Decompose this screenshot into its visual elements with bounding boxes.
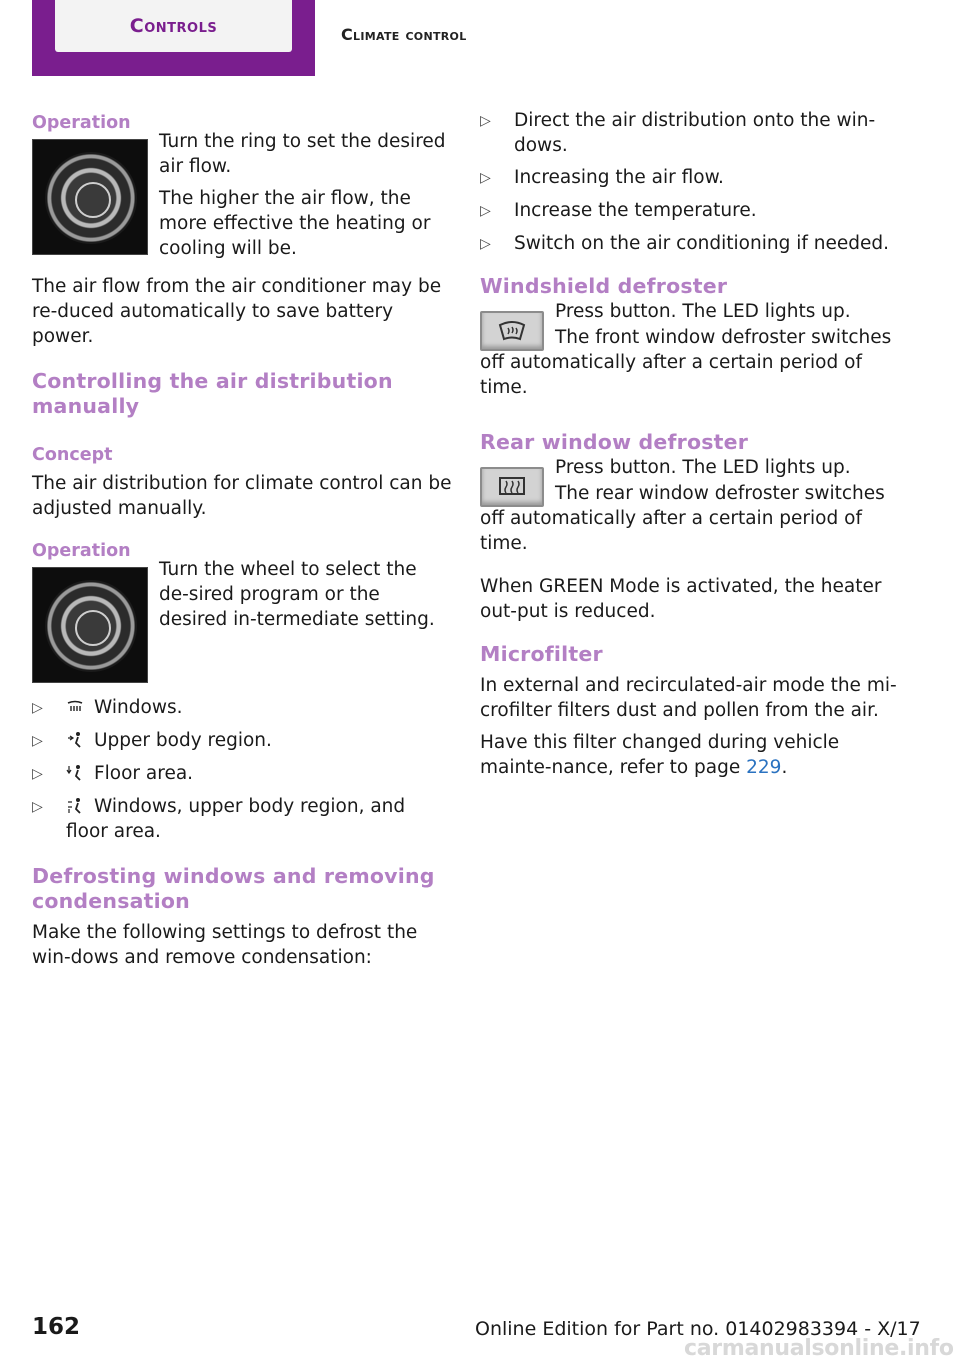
bullet-icon: ▷: [32, 766, 43, 782]
list-item: [480, 108, 900, 158]
concept-text: The air distribution for climate control can be adjusted manually.: [32, 473, 452, 519]
bullet-icon: ▷: [480, 113, 491, 129]
rear-defroster-instruction: Press button. The LED lights up.: [555, 457, 851, 478]
page-reference-link[interactable]: 229: [746, 757, 782, 778]
list-item: [480, 165, 900, 191]
microfilter-service-text: Have this filter changed during vehicle mainte‐nance, refer to page: [480, 732, 840, 778]
airflow-ring-instruction: Turn the ring to set the desired air flow.: [159, 131, 446, 177]
microfilter-period: .: [781, 757, 788, 778]
program-list: [32, 695, 452, 844]
microfilter-heading: Microfilter: [480, 642, 603, 666]
operation-heading-distribution: Operation: [32, 541, 131, 561]
bullet-icon: ▷: [32, 799, 43, 815]
windshield-defroster-note-text: The front window defroster switches off automatically after a certain period of time.: [480, 327, 892, 398]
windshield-airflow-icon: [66, 698, 84, 716]
program-label: Upper body region.: [94, 730, 272, 751]
section-title: Climate control: [341, 25, 467, 44]
microfilter-service-note: [480, 730, 900, 780]
left-column: [32, 108, 452, 977]
windshield-defrost-icon: [482, 313, 542, 349]
tab-controls-inner: [55, 0, 292, 52]
edition-footer: Online Edition for Part no. 01402983394 - X/17: [475, 1318, 921, 1340]
rear-defroster-heading: Rear window defroster: [480, 430, 749, 454]
defrost-steps-list: [480, 108, 900, 257]
distribution-wheel-instruction: Turn the wheel to select the de‐sired program or the desired in‐termediate setting.: [159, 559, 435, 630]
list-item: [32, 695, 452, 721]
bullet-icon: ▷: [480, 170, 491, 186]
bullet-icon: ▷: [480, 236, 491, 252]
airflow-ring-photo: [32, 139, 148, 255]
list-item: [480, 198, 900, 224]
rear-defroster-note-text: The rear window defroster switches off automatically after a certain period of time.: [480, 483, 885, 554]
windshield-defroster-instruction: Press button. The LED lights up.: [555, 301, 851, 322]
airflow-ring-effect: The higher the air flow, the more effective the heating or cooling will be.: [159, 188, 431, 259]
bullet-icon: ▷: [32, 700, 43, 716]
airflow-battery-note: The air flow from the air conditioner may be re‐duced automatically to save battery power.: [32, 276, 442, 347]
upper-body-airflow-icon: [66, 731, 84, 749]
tab-controls-label: Controls: [129, 15, 218, 37]
defrost-step: Switch on the air conditioning if needed.: [514, 233, 889, 254]
header-tabbar: [0, 0, 960, 76]
list-item: [32, 761, 452, 787]
page-number: 162: [32, 1314, 81, 1340]
list-item: [480, 231, 900, 257]
list-item: [32, 794, 452, 844]
floor-airflow-icon: [66, 764, 84, 782]
program-label: Floor area.: [94, 763, 194, 784]
right-column: [480, 108, 900, 787]
operation-heading-airflow: Operation: [32, 113, 131, 133]
concept-heading: Concept: [32, 445, 113, 465]
defrost-intro: Make the following settings to defrost the win‐dows and remove condensation:: [32, 922, 418, 968]
distribution-wheel-photo: [32, 567, 148, 683]
tab-controls[interactable]: [32, 0, 315, 76]
defrost-step: Increase the temperature.: [514, 200, 757, 221]
green-mode-note: When GREEN Mode is activated, the heater out‐put is reduced.: [480, 576, 882, 622]
defrost-step: Increasing the air flow.: [514, 167, 724, 188]
program-label: Windows.: [94, 697, 183, 718]
microfilter-text: In external and recirculated-air mode the mi‐crofilter filters dust and pollen from the air.: [480, 675, 897, 721]
list-item: [32, 728, 452, 754]
bullet-icon: ▷: [480, 203, 491, 219]
defrost-step: Direct the air distribution onto the win‐dows.: [514, 110, 876, 156]
airflow-ring-figure: [32, 131, 452, 268]
combined-airflow-icon: [66, 797, 84, 815]
watermark: carmanualsonline.info: [684, 1336, 954, 1361]
air-distribution-heading: Controlling the air distribution manually: [32, 369, 393, 418]
bullet-icon: ▷: [32, 733, 43, 749]
rear-window-defrost-icon: [482, 469, 542, 505]
windshield-defroster-heading: Windshield defroster: [480, 274, 728, 298]
distribution-wheel-figure: [32, 559, 452, 683]
windshield-defroster-button: [480, 311, 544, 351]
rear-defroster-button: [480, 467, 544, 507]
defrost-heading: Defrosting windows and removing condensation: [32, 864, 435, 913]
program-label: Windows, upper body region, and floor area.: [66, 796, 406, 842]
